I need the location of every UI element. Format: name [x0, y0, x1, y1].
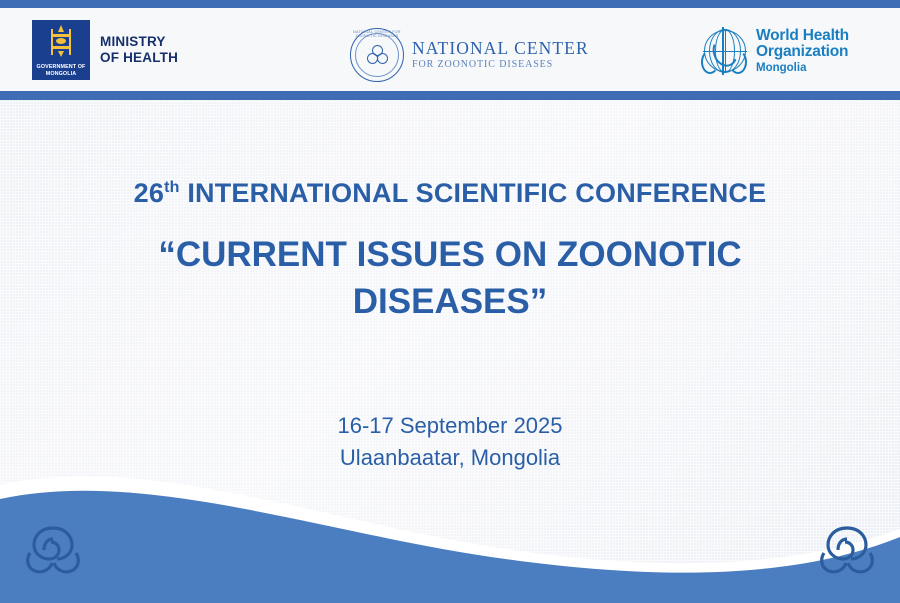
ministry-of-health-logo	[32, 20, 178, 80]
conference-heading	[0, 178, 900, 209]
emblem-caption-line1: GOVERNMENT OF	[36, 64, 86, 71]
who-label-country: Mongolia	[756, 61, 807, 74]
national-center-logo	[350, 28, 589, 82]
national-center-label	[412, 39, 589, 71]
who-logo	[700, 28, 849, 76]
national-center-line2: FOR ZOONOTIC DISEASES	[412, 59, 554, 71]
seal-ring-text: NATIONAL CENTER FOR ZOONOTIC DISEASES	[353, 30, 401, 38]
who-label	[756, 28, 849, 74]
top-accent-bar	[0, 0, 900, 8]
bottom-wave-decoration	[0, 433, 900, 603]
ministry-label-line1: MINISTRY	[100, 34, 166, 49]
event-date: 16-17 September 2025	[337, 413, 563, 438]
conference-number: 26	[133, 178, 165, 208]
title-block	[0, 178, 900, 325]
conference-title: “CURRENT ISSUES ON ZOONOTIC DISEASES”	[158, 235, 742, 321]
conference-number-suffix: th	[164, 179, 180, 196]
ministry-label-line2: OF HEALTH	[100, 50, 179, 65]
who-emblem-icon	[700, 28, 748, 76]
conference-label: INTERNATIONAL SCIENTIFIC CONFERENCE	[187, 178, 767, 208]
who-label-line1: World Health	[756, 27, 849, 44]
emblem-caption-line2: MONGOLIA	[45, 70, 77, 77]
zoonotic-seal-icon	[350, 28, 404, 82]
slide-body	[0, 100, 900, 603]
event-location: Ulaanbaatar, Mongolia	[339, 445, 561, 470]
ministry-of-health-label	[100, 34, 178, 66]
national-center-line1: NATIONAL CENTER	[412, 38, 589, 59]
mongolia-soyombo-emblem-icon	[32, 20, 90, 80]
who-label-line2: Organization	[756, 42, 849, 60]
logo-header-band	[0, 8, 900, 100]
mongolian-endless-knot-icon-left	[22, 523, 84, 577]
mongolian-endless-knot-icon-right	[816, 523, 878, 577]
